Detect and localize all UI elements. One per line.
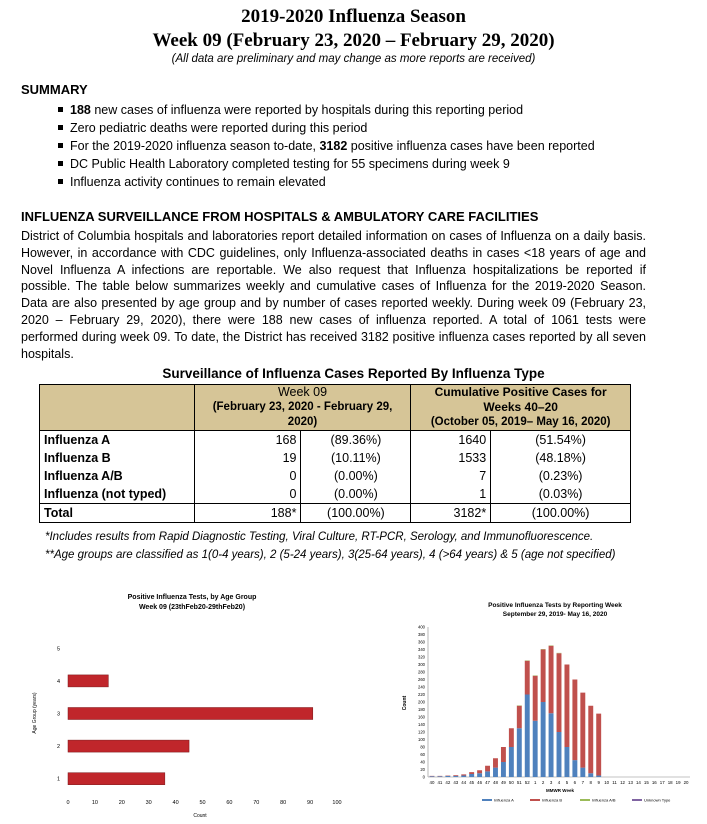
x-tick-label: 11 [612,780,617,785]
week-bar-segment [485,766,490,772]
x-tick-label: 9 [597,780,600,785]
x-tick-label: 17 [659,780,665,785]
x-tick-label: 4 [557,780,561,785]
cumulative-header-title: Cumulative Positive Cases for Weeks 40–20 [434,385,607,414]
week-bar-segment [557,653,562,732]
week-bar-segment [541,702,546,777]
week-bar-segment [557,732,562,777]
week-bar-segment [588,706,593,774]
summary-item [58,101,595,119]
summary-item [58,119,595,137]
x-tick-label: 13 [628,780,633,785]
x-tick-label: 10 [604,780,610,785]
cumulative-percent: (0.03%) [491,485,631,504]
week-bar-segment [596,776,601,778]
page-title: 2019-2020 Influenza Season [241,6,466,27]
age-bar [68,675,108,687]
week-bar-segment [525,695,530,778]
week-bar-segment [580,693,585,768]
surveillance-heading: INFLUENZA SURVEILLANCE FROM HOSPITALS & AMBULATORY CARE FACILITIES [21,209,539,224]
y-tick-label: 5 [56,646,60,653]
week-header-title: Week 09 [277,385,328,399]
legend-swatch [632,799,642,801]
x-axis-label: MMWR Week [546,788,574,793]
week-bar-segment [469,772,474,774]
y-tick-label: 180 [418,707,425,712]
summary-item-text: Zero pediatric deaths were reported during this period [70,121,368,135]
week-bar-segment [453,775,458,776]
y-tick-label: 2 [56,744,60,751]
table-header-week [194,385,411,431]
x-tick-label: 41 [437,780,443,785]
summary-item-text: Influenza activity continues to remain elevated [70,175,326,189]
cumulative-count: 1 [411,485,491,504]
x-tick-label: 49 [500,780,506,785]
y-tick-label: 240 [418,684,425,690]
y-tick-label: 1 [56,776,60,783]
summary-list [58,101,595,191]
x-tick-label: 70 [253,800,260,806]
x-tick-label: 6 [573,780,577,785]
summary-item-pre: For the 2019-2020 influenza season to-date, [70,139,320,153]
table-total-row [40,504,631,523]
summary-item-text: new cases of influenza were reported by hospitals during this reporting period [90,103,524,117]
summary-item-text: positive influenza cases have been reported [347,139,595,153]
row-label: Influenza A [40,431,195,450]
x-tick-label: 12 [620,780,625,785]
y-tick-label: 360 [418,639,425,645]
cumulative-count: 1533 [411,449,491,467]
chart-subtitle: September 29, 2019- May 16, 2020 [502,611,608,618]
age-bar [68,773,165,785]
week-bar-segment [517,706,522,729]
week-bar-segment [517,728,522,777]
y-tick-label: 0 [422,774,425,780]
y-tick-label: 380 [418,632,425,637]
y-tick-label: 340 [418,647,425,652]
week-count: 0 [194,485,301,504]
week-header-dates: (February 23, 2020 - February 29, 2020) [212,401,393,428]
week-bar-segment [580,768,585,777]
summary-item-bold: 3182 [319,139,348,153]
total-label: Total [40,504,195,523]
table-row [40,485,631,504]
x-tick-label: 5 [565,780,569,785]
y-tick-label: 140 [418,722,425,727]
y-tick-label: 160 [418,714,425,720]
y-tick-label: 20 [420,767,425,772]
summary-item [58,155,595,173]
y-tick-label: 400 [418,624,425,630]
legend-label: Influenza A [494,797,514,803]
x-tick-label: 1 [533,780,537,785]
week-bar-segment [572,760,577,777]
x-tick-label: 2 [541,780,545,785]
table-row [40,431,631,450]
x-tick-label: 7 [581,780,585,785]
table-header-blank [40,385,195,431]
week-bar-segment [493,768,498,777]
summary-item [58,137,595,155]
cumulative-total-percent: (100.00%) [491,504,631,523]
cumulative-count: 1640 [411,431,491,450]
x-tick-label: 48 [493,780,498,785]
legend-label: Influenza A/B [592,797,616,803]
chart-title: Positive Influenza Tests, by Age Group [127,594,257,601]
week-bar-segment [469,774,474,777]
page-subtitle: Week 09 (February 23, 2020 – February 29, 2020) [152,30,555,51]
table-row [40,449,631,467]
x-tick-label: 20 [118,800,125,806]
table-row [40,467,631,485]
footnote-age-groups: **Age groups are classified as 1(0-4 years), 2 (5-24 years), 3(25-64 years), 4 (>64 years) & 5 (age not specified) [45,549,616,561]
row-label: Influenza B [40,449,195,467]
x-tick-label: 90 [307,800,314,806]
x-tick-label: 80 [280,800,287,806]
week-percent: (0.00%) [301,485,411,504]
week-bar-segment [493,758,498,767]
week-bar-segment [477,770,482,773]
week-bar-segment [541,650,546,703]
week-count: 0 [194,467,301,485]
x-tick-label: 8 [589,780,592,785]
week-bar-segment [509,747,514,777]
x-tick-label: 20 [683,780,689,785]
cumulative-percent: (48.18%) [491,449,631,467]
y-tick-label: 260 [418,677,425,682]
x-tick-label: 10 [91,800,98,806]
summary-item [58,173,595,191]
week-bar-segment [461,774,466,775]
x-tick-label: 100 [332,800,342,806]
age-bar [68,708,313,720]
x-tick-label: 51 [516,780,522,785]
summary-item-bold: 188 [70,103,91,117]
week-bar-segment [485,771,490,777]
table-title: Surveillance of Influenza Cases Reported By Influenza Type [162,366,545,381]
week-bar-segment [572,680,577,761]
week-bar-segment [430,776,435,777]
week-percent: (10.11%) [301,449,411,467]
x-tick-label: 18 [667,780,673,785]
x-tick-label: 46 [477,780,483,785]
y-tick-label: 120 [418,729,425,735]
x-tick-label: 3 [549,780,553,785]
age-group-chart [30,588,355,820]
surveillance-paragraph: District of Columbia hospitals and laboratories report detailed information on cases of Influenza on a daily basis. However, in accordance with CDC guidelines, only Influenza-associated deaths in cases <18 years of age and Novel Influenza A infections are reportable. We also request that Influenza hospitalizations be reported if possible. The table below summarizes weekly and cumulative cases of Influenza for the 2019-2020 Season. Data are also presented by age group and by number of cases reported weekly. During week 09 (February 23, 2020 – February 29, 2020), there were 188 new cases of influenza reported. A total of 1061 tests were performed during week 09. To date, the District has received 3182 positive influenza cases reported by all seven hospitals. [21,229,646,361]
x-tick-label: 44 [461,780,467,785]
x-tick-label: 16 [651,780,657,785]
y-tick-label: 220 [418,692,425,697]
x-tick-label: 42 [445,780,451,785]
table-header-cumulative [411,385,631,431]
week-bar-segment [501,747,506,762]
week-bar-segment [453,776,458,777]
week-bar-segment [445,776,450,777]
week-total: 188* [194,504,301,523]
x-tick-label: 43 [453,780,459,785]
week-bar-segment [564,747,569,777]
row-label: Influenza (not typed) [40,485,195,504]
x-tick-label: 19 [675,780,681,785]
x-axis-label: Count [193,813,207,819]
cumulative-header-dates: (October 05, 2019– May 16, 2020) [430,416,611,428]
week-bar-segment [564,665,569,748]
cumulative-total: 3182* [411,504,491,523]
row-label: Influenza A/B [40,467,195,485]
week-bar-segment [533,721,538,777]
legend-swatch [482,799,492,801]
week-bar-segment [525,661,530,695]
x-tick-label: 14 [635,780,641,785]
age-bar [68,740,189,752]
y-tick-label: 4 [56,678,60,685]
influenza-table [39,384,631,523]
y-tick-label: 60 [420,752,425,757]
chart-subtitle: Week 09 (23thFeb20-29thFeb20) [138,604,246,611]
week-total-percent: (100.00%) [301,504,411,523]
week-bar-segment [461,776,466,778]
x-tick-label: 52 [524,780,530,785]
x-tick-label: 40 [172,800,179,806]
x-tick-label: 40 [429,780,435,785]
cumulative-percent: (0.23%) [491,467,631,485]
legend-label: Unknown Type [644,797,671,803]
summary-heading: SUMMARY [21,82,88,97]
x-tick-label: 15 [643,780,649,785]
x-tick-label: 47 [485,780,490,785]
week-percent: (89.36%) [301,431,411,450]
legend-swatch [580,799,590,801]
y-tick-label: 280 [418,669,425,675]
y-tick-label: 320 [418,654,425,660]
summary-item-text: DC Public Health Laboratory completed testing for 55 specimens during week 9 [70,157,510,171]
y-tick-label: 200 [418,699,425,705]
week-percent: (0.00%) [301,467,411,485]
legend-label: Influenza B [542,797,563,803]
x-tick-label: 0 [66,800,70,806]
x-tick-label: 45 [469,780,475,785]
x-tick-label: 50 [199,800,206,806]
cumulative-percent: (51.54%) [491,431,631,450]
week-bar-segment [533,676,538,721]
x-tick-label: 60 [226,800,233,806]
y-tick-label: 300 [418,662,425,667]
week-bar-segment [509,728,514,747]
y-axis-label: Age Group (years) [32,692,38,734]
y-tick-label: 3 [56,711,60,718]
week-bar-segment [549,713,554,777]
reporting-week-chart [390,595,700,820]
week-bar-segment [549,646,554,714]
y-axis-label: Count [402,695,408,711]
footnote-tests: *Includes results from Rapid Diagnostic Testing, Viral Culture, RT-PCR, Serology, and Immunofluorescence. [45,531,594,543]
chart-title: Positive Influenza Tests by Reporting Week [488,602,622,609]
cumulative-count: 7 [411,467,491,485]
week-bar-segment [477,773,482,777]
week-bar-segment [437,776,442,777]
week-bar-segment [596,714,601,776]
x-tick-label: 30 [145,800,152,806]
y-tick-label: 80 [420,744,425,750]
week-count: 168 [194,431,301,450]
week-count: 19 [194,449,301,467]
x-tick-label: 50 [508,780,514,785]
y-tick-label: 40 [420,759,425,765]
preliminary-note: (All data are preliminary and may change as more reports are received) [171,53,536,65]
y-tick-label: 100 [418,737,425,742]
legend-swatch [530,799,540,801]
week-bar-segment [501,762,506,777]
week-bar-segment [588,773,593,777]
